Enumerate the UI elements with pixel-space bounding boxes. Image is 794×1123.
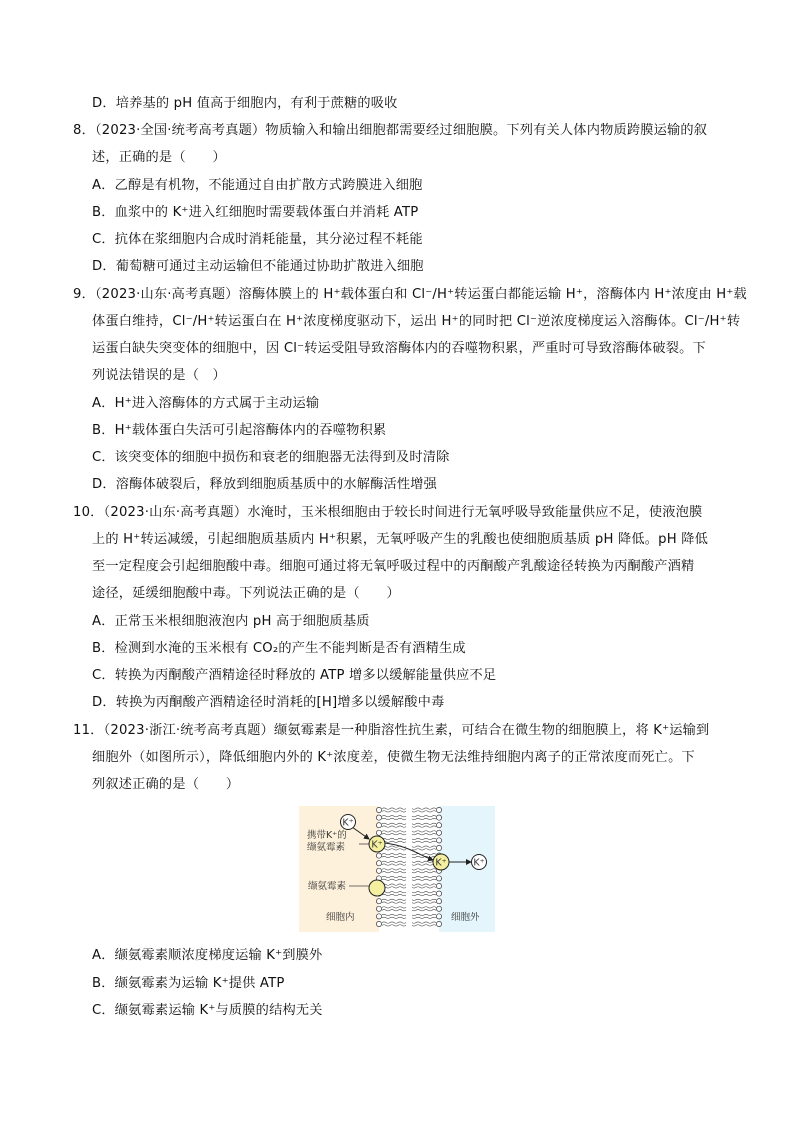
lipid-tail — [382, 894, 406, 895]
lipid-tail — [412, 899, 436, 900]
lipid-tail — [412, 892, 436, 893]
lipid-head — [376, 807, 381, 812]
lipid-tail — [412, 826, 436, 827]
lipid-tail — [412, 876, 436, 877]
carrier-k-label: K⁺ — [371, 839, 383, 851]
lipid-tail — [412, 925, 436, 926]
lipid-tail — [412, 910, 436, 911]
lipid-tail — [412, 872, 436, 873]
q11-stem-line-2: 细胞外（如图所示），降低细胞内外的 K⁺浓度差，使微生物无法维持细胞内离子的正常浓度而死亡。下 — [92, 750, 695, 765]
q9-option-a: A．H⁺进入溶酶体的方式属于主动运输 — [92, 396, 320, 411]
lipid-head — [376, 906, 381, 911]
q10-option-a: A．正常玉米根细胞液泡内 pH 高于细胞质基质 — [92, 614, 370, 629]
lipid-head — [436, 830, 441, 835]
label-carrier-line1: 携带K⁺的 — [307, 830, 347, 841]
label-cell-inside: 细胞内 — [326, 912, 355, 923]
lipid-tail — [382, 826, 406, 827]
q11-option-b: B．缬氨霉素为运输 K⁺提供 ATP — [92, 976, 285, 991]
lipid-tail — [382, 861, 406, 862]
lipid-tail — [412, 838, 436, 839]
lipid-head — [376, 815, 381, 820]
k-ion-label: K⁺ — [342, 817, 354, 829]
lipid-head — [376, 823, 381, 828]
lipid-tail — [382, 907, 406, 908]
lipid-tail — [382, 856, 406, 857]
lipid-head — [436, 876, 441, 881]
q11-option-a: A．缬氨霉素顺浓度梯度运输 K⁺到膜外 — [92, 948, 323, 963]
lipid-tail — [382, 917, 406, 918]
q8-option-a: A．乙醇是有机物，不能通过自由扩散方式跨膜进入细胞 — [92, 178, 423, 193]
lipid-tail — [382, 864, 406, 865]
q8-stem-line-1: 8．（2023·全国·统考高考真题）物质输入和输出细胞都需要经过细胞膜。下列有关人体内物质跨膜运输的叙 — [73, 123, 708, 138]
lipid-head — [376, 921, 381, 926]
q10-stem-line-2: 上的 H⁺转运减缓，引起细胞质基质内 H⁺积累，无氧呼吸产生的乳酸也使细胞质基质 pH 降低。pH 降低 — [92, 532, 708, 547]
label-valinomycin: 缬氨霉素 — [308, 881, 347, 892]
q9-stem-line-4: 列说法错误的是（ ） — [92, 368, 226, 383]
lipid-head — [376, 830, 381, 835]
lipid-tail — [412, 846, 436, 847]
lipid-tail — [412, 864, 436, 865]
lipid-tail — [412, 811, 436, 812]
lipid-tail — [412, 816, 436, 817]
q9-option-d: D．溶酶体破裂后，释放到细胞质基质中的水解酶活性增强 — [92, 477, 438, 492]
lipid-tail — [412, 894, 436, 895]
lipid-tail — [382, 869, 406, 870]
lipid-head — [436, 883, 441, 888]
lipid-head — [436, 845, 441, 850]
lipid-tail — [412, 818, 436, 819]
lipid-tail — [382, 811, 406, 812]
lipid-head — [436, 906, 441, 911]
lipid-head — [436, 823, 441, 828]
lipid-tail — [382, 922, 406, 923]
lipid-tail — [412, 841, 436, 842]
lipid-head — [436, 838, 441, 843]
lipid-tail — [412, 922, 436, 923]
lipid-head — [376, 868, 381, 873]
carrier2-k-label: K⁺ — [435, 857, 447, 869]
q11-stem-line-1: 11．（2023·浙江·统考高考真题）缬氨霉素是一种脂溶性抗生素，可结合在微生物的细胞膜上，将 K⁺运输到 — [73, 723, 710, 738]
q8-stem-line-2: 述，正确的是（ ） — [92, 150, 226, 165]
lipid-head — [436, 914, 441, 919]
lipid-tail — [382, 914, 406, 915]
q10-stem-line-1: 10．（2023·山东·高考真题）水淹时，玉米根细胞由于较长时间进行无氧呼吸导致能量供应不足，使液泡膜 — [73, 505, 703, 520]
lipid-tail — [382, 841, 406, 842]
lipid-tail — [412, 861, 436, 862]
q9-option-b: B．H⁺载体蛋白失活可引起溶酶体内的吞噬物积累 — [92, 423, 387, 438]
label-carrier-line2: 缬氨霉素 — [307, 842, 346, 853]
lipid-tail — [412, 854, 436, 855]
lipid-tail — [412, 834, 436, 835]
lipid-tail — [382, 876, 406, 877]
arrow-transport-icon — [385, 843, 433, 860]
lipid-tail — [412, 887, 436, 888]
q9-stem-line-3: 运蛋白缺失突变体的细胞中，因 Cl⁻转运受阻导致溶酶体内的吞噬物积累，严重时可导致溶酶体破裂。下 — [92, 341, 706, 356]
q10-stem-line-3: 至一定程度会引起细胞酸中毒。细胞可通过将无氧呼吸过程中的丙酮酸产乳酸途径转换为丙酮酸产酒精 — [92, 559, 695, 574]
lipid-tail — [412, 831, 436, 832]
q8-option-b: B．血浆中的 K⁺进入红细胞时需要载体蛋白并消耗 ATP — [92, 205, 419, 220]
lipid-head — [436, 899, 441, 904]
lipid-tail — [382, 823, 406, 824]
lipid-tail — [382, 884, 406, 885]
q11-stem-line-3: 列叙述正确的是（ ） — [92, 777, 240, 792]
lipid-head — [436, 815, 441, 820]
lipid-tail — [412, 879, 436, 880]
lipid-head — [376, 853, 381, 858]
lipid-tail — [412, 869, 436, 870]
lipid-head — [436, 807, 441, 812]
q10-option-c: C．转换为丙酮酸产酒精途径时释放的 ATP 增多以缓解能量供应不足 — [92, 668, 497, 683]
q7-option-d: D．培养基的 pH 值高于细胞内，有利于蔗糖的吸收 — [92, 96, 398, 111]
lipid-tail — [382, 892, 406, 893]
q8-option-c: C．抗体在浆细胞内合成时消耗能量，其分泌过程不耗能 — [92, 232, 423, 247]
q10-option-d: D．转换为丙酮酸产酒精途径时消耗的[H]增多以缓解酸中毒 — [92, 695, 445, 710]
lipid-tail — [382, 887, 406, 888]
lipid-head — [376, 899, 381, 904]
label-cell-outside: 细胞外 — [451, 912, 480, 923]
lipid-tail — [412, 884, 436, 885]
lipid-tail — [412, 902, 436, 903]
q8-option-d: D．葡萄糖可通过主动运输但不能通过协助扩散进入细胞 — [92, 259, 424, 274]
lipid-tail — [382, 808, 406, 809]
lipid-tail — [382, 925, 406, 926]
q11-option-c: C．缬氨霉素运输 K⁺与质膜的结构无关 — [92, 1003, 323, 1018]
lipid-tail — [382, 834, 406, 835]
q10-option-b: B．检测到水淹的玉米根有 CO₂的产生不能判断是否有酒精生成 — [92, 641, 466, 656]
lipid-tail — [382, 849, 406, 850]
released-k-label: K⁺ — [473, 857, 485, 869]
lipid-tail — [412, 917, 436, 918]
lipid-tail — [382, 872, 406, 873]
lipid-tail — [382, 838, 406, 839]
lipid-head — [376, 861, 381, 866]
q10-stem-line-4: 途径，延缓细胞酸中毒。下列说法正确的是（ ） — [92, 586, 400, 601]
lipid-head — [436, 891, 441, 896]
lipid-tail — [412, 907, 436, 908]
q9-stem-line-1: 9．（2023·山东·高考真题）溶酶体膜上的 H⁺载体蛋白和 Cl⁻/H⁺转运蛋白都能运输 H⁺，溶酶体内 H⁺浓度由 H⁺载 — [73, 287, 747, 302]
lipid-tail — [382, 818, 406, 819]
lipid-tail — [382, 854, 406, 855]
lipid-head — [376, 914, 381, 919]
lipid-tail — [382, 899, 406, 900]
free-valinomycin-icon — [369, 880, 385, 896]
lipid-tail — [412, 849, 436, 850]
lipid-tail — [382, 816, 406, 817]
lipid-bilayer — [376, 807, 441, 926]
lipid-tail — [382, 902, 406, 903]
lipid-tail — [382, 879, 406, 880]
q9-option-c: C．该突变体的细胞中损伤和衰老的细胞器无法得到及时清除 — [92, 450, 450, 465]
lipid-tail — [412, 823, 436, 824]
q9-stem-line-2: 体蛋白维持，Cl⁻/H⁺转运蛋白在 H⁺浓度梯度驱动下，运出 H⁺的同时把 Cl⁻逆浓度梯度运入溶酶体。Cl⁻/H⁺转 — [92, 314, 741, 329]
lipid-tail — [412, 808, 436, 809]
lipid-tail — [412, 914, 436, 915]
valinomycin-membrane-figure — [299, 806, 495, 932]
lipid-head — [436, 921, 441, 926]
lipid-tail — [382, 831, 406, 832]
lipid-tail — [382, 910, 406, 911]
